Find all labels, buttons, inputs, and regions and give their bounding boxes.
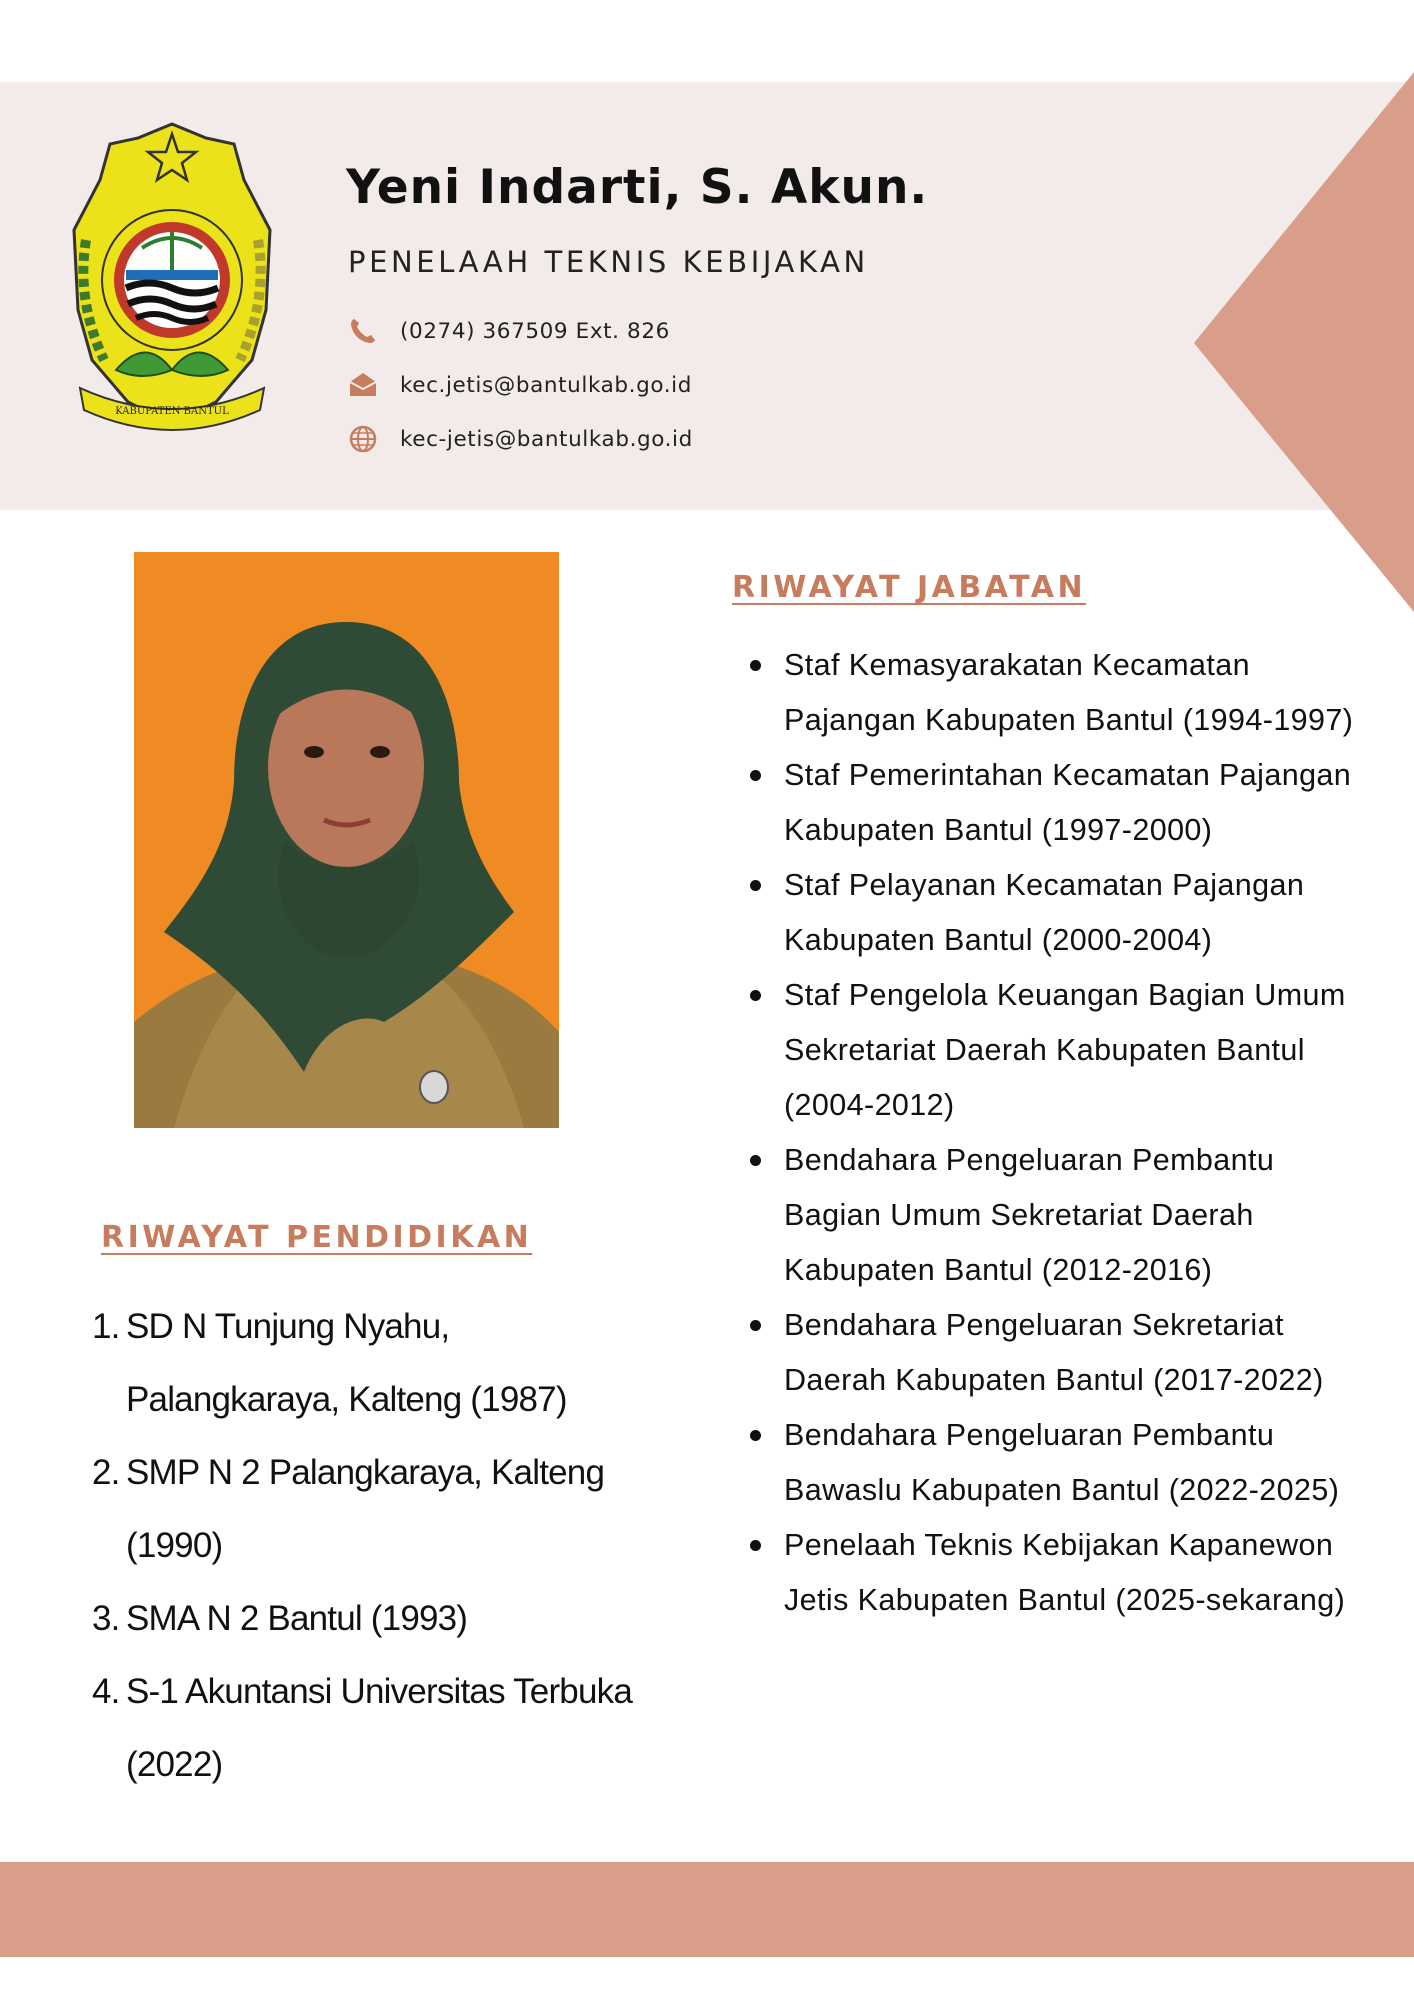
list-item: Staf Kemasyarakatan Kecamatan Pajangan Kabupaten Bantul (1994-1997) [748, 638, 1378, 748]
person-position: PENELAAH TEKNIS KEBIJAKAN [348, 245, 869, 279]
list-item: 1. SD N Tunjung Nyahu, Palangkaraya, Kalteng (1987) [92, 1307, 567, 1419]
phone-icon [346, 314, 380, 348]
email-address[interactable]: kec.jetis@bantulkab.go.id [400, 372, 692, 398]
list-item: Staf Pemerintahan Kecamatan Pajangan Kabupaten Bantul (1997-2000) [748, 748, 1378, 858]
list-item: Staf Pelayanan Kecamatan Pajangan Kabupaten Bantul (2000-2004) [748, 858, 1378, 968]
bullet-icon [750, 1430, 761, 1441]
list-item: Bendahara Pengeluaran Pembantu Bawaslu Kabupaten Bantul (2022-2025) [748, 1408, 1378, 1518]
kabupaten-bantul-logo [56, 120, 288, 432]
phone-number[interactable]: (0274) 367509 Ext. 826 [400, 318, 670, 344]
person-name: Yeni Indarti, S. Akun. [346, 160, 929, 215]
bullet-icon [750, 770, 761, 781]
bullet-icon [750, 880, 761, 891]
bullet-icon [750, 1320, 761, 1331]
bullet-icon [750, 660, 761, 671]
career-list [748, 638, 1378, 1628]
envelope-icon [346, 368, 380, 402]
portrait-photo [134, 552, 559, 1128]
footer-band [0, 1862, 1414, 1957]
contact-email [346, 368, 692, 402]
contact-website [346, 422, 693, 456]
logo-text: KABUPATEN BANTUL [115, 406, 229, 417]
bullet-icon [750, 1155, 761, 1166]
website-address[interactable]: kec-jetis@bantulkab.go.id [400, 426, 693, 452]
career-title: RIWAYAT JABATAN [732, 570, 1087, 605]
education-list [92, 1290, 652, 1801]
globe-icon [346, 422, 380, 456]
bullet-icon [750, 990, 761, 1001]
list-item: Bendahara Pengeluaran Sekretariat Daerah Kabupaten Bantul (2017-2022) [748, 1298, 1378, 1408]
list-item: 2. SMP N 2 Palangkaraya, Kalteng (1990) [92, 1453, 605, 1565]
list-item: 4. S-1 Akuntansi Universitas Terbuka (2022) [92, 1672, 633, 1784]
list-item: Staf Pengelola Keuangan Bagian Umum Sekretariat Daerah Kabupaten Bantul (2004-2012) [748, 968, 1378, 1133]
list-item: 3. SMA N 2 Bantul (1993) [92, 1599, 468, 1638]
bullet-icon [750, 1540, 761, 1551]
list-item: Bendahara Pengeluaran Pembantu Bagian Umum Sekretariat Daerah Kabupaten Bantul (2012-2016) [748, 1133, 1378, 1298]
contact-phone [346, 314, 670, 348]
list-item: Penelaah Teknis Kebijakan Kapanewon Jetis Kabupaten Bantul (2025-sekarang) [748, 1518, 1378, 1628]
education-title: RIWAYAT PENDIDIKAN [101, 1220, 533, 1255]
